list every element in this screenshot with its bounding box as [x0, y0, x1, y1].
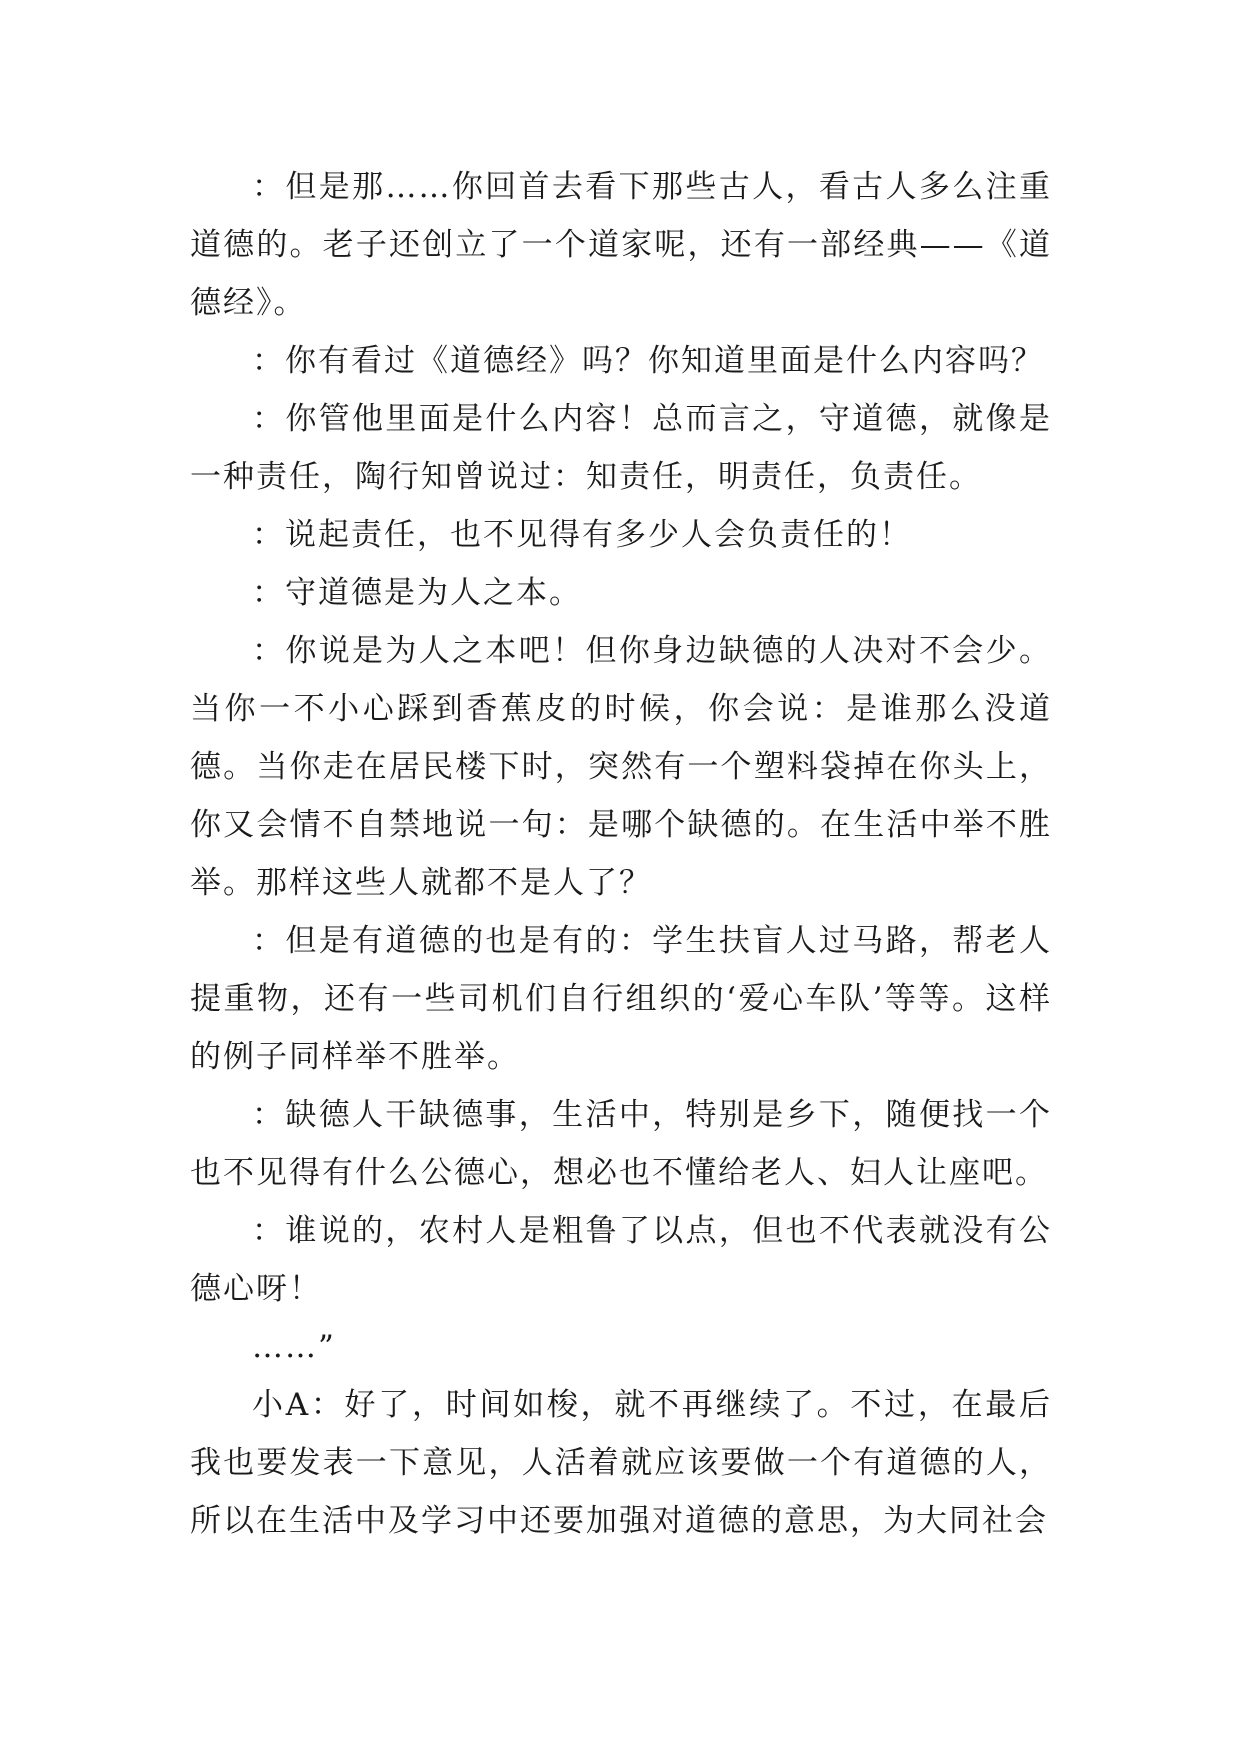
paragraph-7: ：但是有道德的也是有的：学生扶盲人过马路，帮老人提重物，还有一些司机们自行组织的‘爱心车队’等等。这样的例子同样举不胜举。	[190, 923, 1052, 1075]
paragraph-8: ：缺德人干缺德事，生活中，特别是乡下，随便找一个也不见得有什么公德心，想必也不懂给老人、妇人让座吧。	[190, 1097, 1052, 1191]
paragraph-4: ：说起责任，也不见得有多少人会负责任的！	[252, 517, 912, 553]
paragraph-3: ：你管他里面是什么内容！总而言之，守道德，就像是一种责任，陶行知曾说过：知责任，明责任，负责任。	[190, 401, 1052, 495]
paragraph-9: ：谁说的，农村人是粗鲁了以点，但也不代表就没有公德心呀！	[190, 1213, 1052, 1307]
document-body	[190, 158, 1052, 1550]
paragraph-2: ：你有看过《道德经》吗？你知道里面是什么内容吗？	[252, 343, 1044, 379]
paragraph-6: ：你说是为人之本吧！但你身边缺德的人决对不会少。当你一不小心踩到香蕉皮的时候，你会说：是谁那么没道德。当你走在居民楼下时，突然有一个塑料袋掉在你头上，你又会情不自禁地说一句：是哪个缺德的。在生活中举不胜举。那样这些人就都不是人了？	[190, 633, 1052, 901]
paragraph-11: 小A：好了，时间如梭，就不再继续了。不过，在最后我也要发表一下意见，人活着就应该要做一个有道德的人，所以在生活中及学习中还要加强对道德的意思，为大同社会	[190, 1387, 1052, 1539]
paragraph-5: ：守道德是为人之本。	[252, 575, 582, 611]
paragraph-10: ……”	[252, 1329, 336, 1365]
paragraph-1: ：但是那……你回首去看下那些古人，看古人多么注重道德的。老子还创立了一个道家呢，还有一部经典——《道德经》。	[190, 169, 1052, 321]
